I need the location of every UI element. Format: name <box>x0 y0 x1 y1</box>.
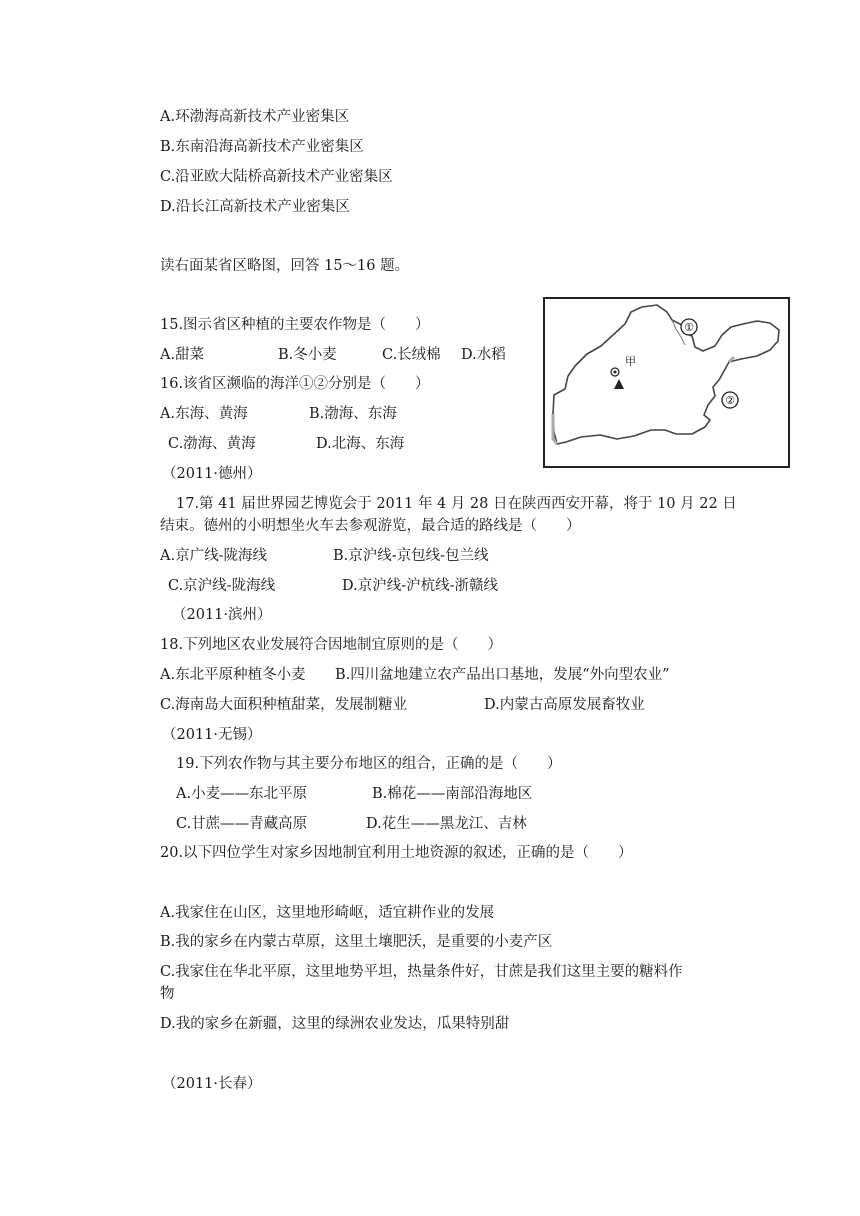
q19-option-c: C.甘蔗——青藏高原 <box>176 816 308 832</box>
q20-option-b: B.我的家乡在内蒙古草原，这里土壤肥沃，是重要的小麦产区 <box>160 934 553 950</box>
city-marker-dot <box>614 371 617 374</box>
intro-text: 读右面某省区略图，回答 15～16 题。 <box>160 258 410 274</box>
q18-option-b: B.四川盆地建立农产品出口基地，发展“外向型农业” <box>335 667 670 683</box>
q17-stem-line2: 结束。德州的小明想坐火车去参观游览，最合适的路线是（ ） <box>160 518 581 534</box>
q19-option-b: B.棉花——南部沿海地区 <box>372 786 533 802</box>
q17-source: （2011·滨州） <box>172 607 272 623</box>
q17-option-d: D.京沪线-沪杭线-浙赣线 <box>342 578 499 594</box>
q18-stem: 18.下列地区农业发展符合因地制宜原则的是（ ） <box>160 637 503 653</box>
q20-source: （2011·长春） <box>162 1076 262 1092</box>
q16-option-b: B.渤海、东海 <box>309 406 397 422</box>
q16-option-a: A.东海、黄海 <box>160 406 248 422</box>
q14-option-d: D.沿长江高新技术产业密集区 <box>160 199 350 215</box>
q16-option-d: D.北海、东海 <box>316 436 405 452</box>
q18-option-a: A.东北平原种植冬小麦 <box>160 667 306 683</box>
province-map <box>543 297 790 468</box>
q15-option-c: C.长绒棉 <box>382 347 441 363</box>
sea-2-label: ② <box>725 394 735 407</box>
province-map-svg <box>545 299 788 466</box>
q17-option-c: C.京沪线-陇海线 <box>168 578 276 594</box>
q20-option-d: D.我的家乡在新疆，这里的绿洲农业发达，瓜果特别甜 <box>160 1016 510 1032</box>
q16-option-c: C.渤海、黄海 <box>168 436 256 452</box>
q14-option-c: C.沿亚欧大陆桥高新技术产业密集区 <box>160 169 393 185</box>
q20-option-a: A.我家住在山区，这里地形崎岖，适宜耕作业的发展 <box>160 905 495 921</box>
q17-option-a: A.京广线-陇海线 <box>160 548 267 564</box>
q19-option-d: D.花生——黑龙江、吉林 <box>366 816 527 832</box>
province-outline <box>553 305 779 444</box>
q18-source: （2011·无锡） <box>162 727 262 743</box>
q19-option-a: A.小麦——东北平原 <box>176 786 308 802</box>
q20-stem: 20.以下四位学生对家乡因地制宜利用土地资源的叙述，正确的是（ ） <box>160 845 633 861</box>
q14-option-b: B.东南沿海高新技术产业密集区 <box>160 139 364 155</box>
q15-option-d: D.水稻 <box>461 347 506 363</box>
q14-option-a: A.环渤海高新技术产业密集区 <box>160 109 350 125</box>
q15-option-a: A.甜菜 <box>160 347 205 363</box>
q16-stem: 16.该省区濒临的海洋①②分别是（ ） <box>160 376 430 392</box>
q17-stem-line1: 17.第 41 届世界园艺博览会于 2011 年 4 月 28 日在陕西西安开幕，将于 10 月 22 日 <box>176 496 737 512</box>
q15-stem: 15.图示省区种植的主要农作物是（ ） <box>160 317 430 333</box>
q18-option-d: D.内蒙古高原发展畜牧业 <box>484 697 645 713</box>
q15-option-b: B.冬小麦 <box>278 347 337 363</box>
sea-1-label: ① <box>684 321 694 334</box>
q18-option-c: C.海南岛大面积种植甜菜，发展制糖业 <box>160 697 408 713</box>
q20-option-c: C.我家住在华北平原，这里地势平坦，热量条件好，甘蔗是我们这里主要的糖料作 <box>160 964 683 980</box>
mountain-peak-icon <box>614 379 624 389</box>
q17-option-b: B.京沪线-京包线-包兰线 <box>333 548 489 564</box>
q19-stem: 19.下列农作物与其主要分布地区的组合，正确的是（ ） <box>176 756 562 772</box>
q20-option-c-continued: 物 <box>160 986 175 1002</box>
jia-label: 甲 <box>625 355 636 368</box>
q16-source: （2011·德州） <box>162 466 262 482</box>
